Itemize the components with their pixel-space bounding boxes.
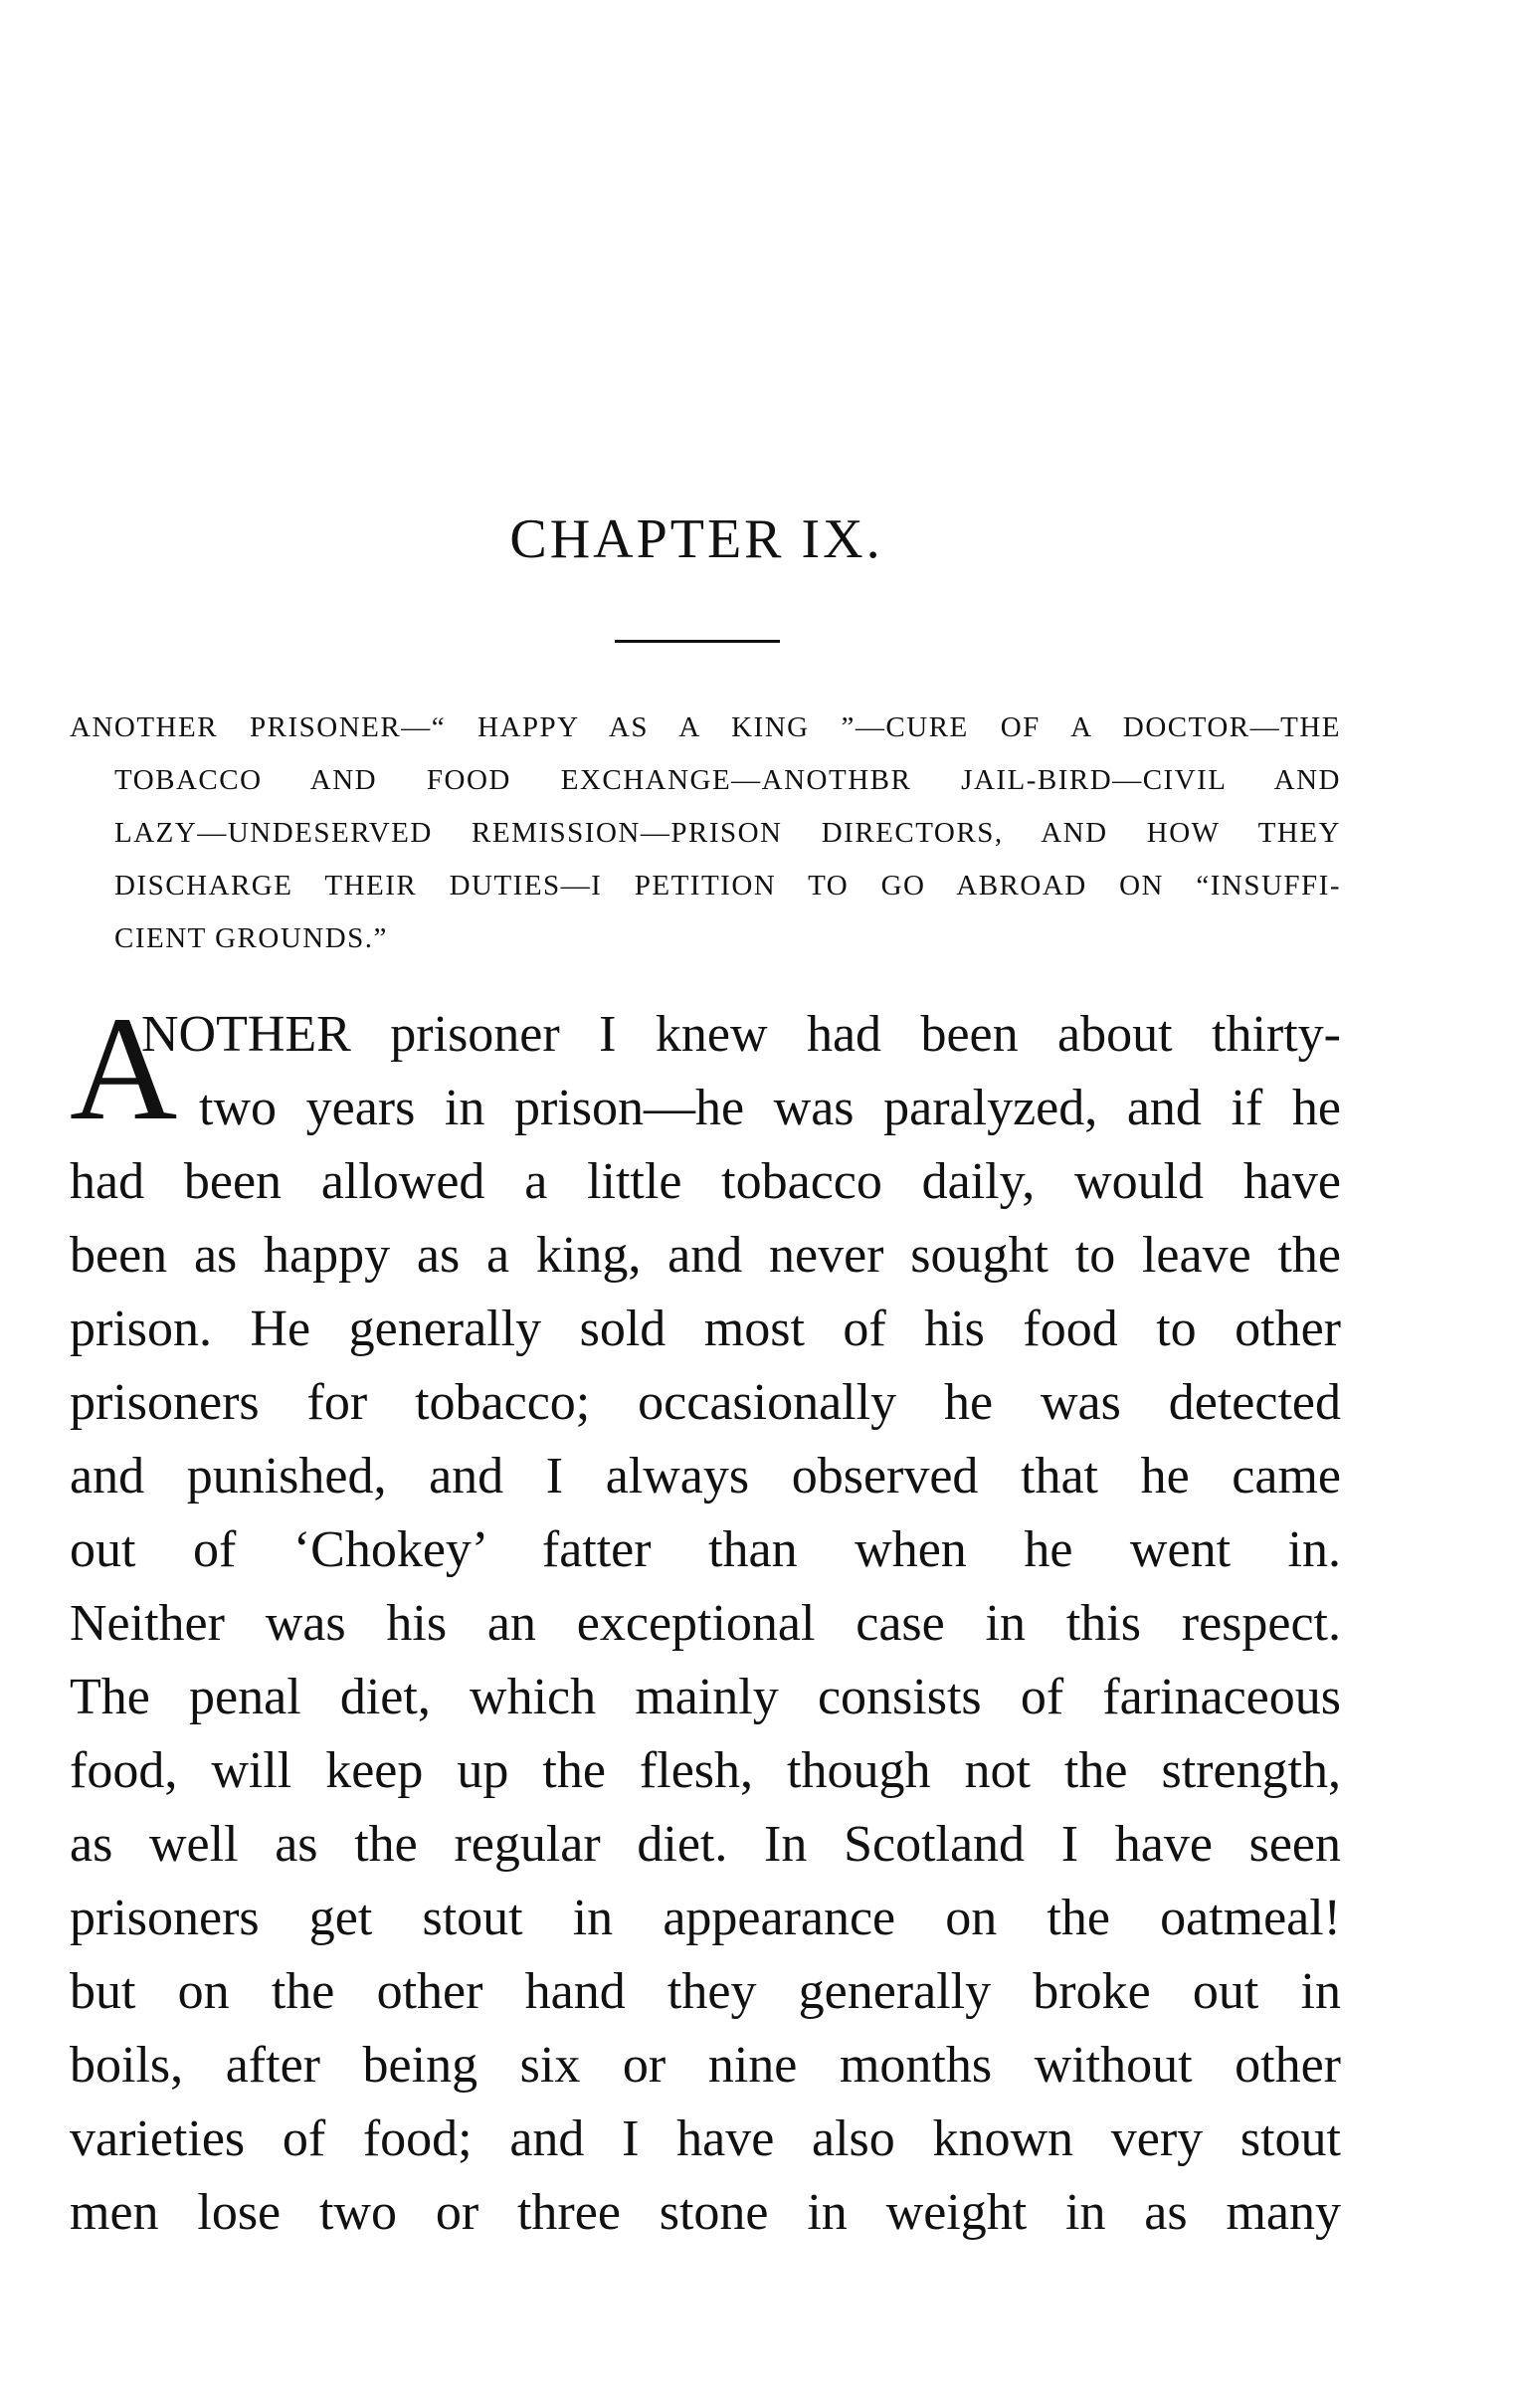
body-line: varieties of food; and I have also known very stout xyxy=(70,2110,1341,2167)
body-line: two years in prison—he was paralyzed, and if he xyxy=(199,1080,1341,1136)
title-rule xyxy=(615,640,780,643)
body-line: food, will keep up the flesh, though not the strength, xyxy=(70,1742,1341,1799)
body-line: The penal diet, which mainly consists of farinaceous xyxy=(70,1669,1341,1725)
body-line: and punished, and I always observed that he came xyxy=(70,1448,1341,1505)
body-line: been as happy as a king, and never sought to leave the xyxy=(70,1227,1341,1284)
body-line: NOTHER prisoner I knew had been about thirty- xyxy=(141,1006,1341,1063)
summary-line: ANOTHER PRISONER—“ HAPPY AS A KING ”—CURE OF A DOCTOR—THE xyxy=(70,711,1341,743)
drop-cap: A xyxy=(70,986,178,1151)
body-line: but on the other hand they generally broke out in xyxy=(70,1963,1341,2020)
summary-line: CIENT GROUNDS.” xyxy=(114,922,388,954)
body-line: out of ‘Chokey’ fatter than when he went in. xyxy=(70,1521,1341,1578)
summary-line: DISCHARGE THEIR DUTIES—I PETITION TO GO ABROAD ON “INSUFFI- xyxy=(114,870,1341,902)
body-line: Neither was his an exceptional case in this respect. xyxy=(70,1595,1341,1652)
body-line: had been allowed a little tobacco daily, would have xyxy=(70,1153,1341,1210)
chapter-title: CHAPTER IX. xyxy=(509,508,883,570)
chapter-summary xyxy=(70,702,1341,965)
body-line: boils, after being six or nine months without other xyxy=(70,2037,1341,2094)
body-line: prisoners get stout in appearance on the oatmeal! xyxy=(70,1890,1341,1946)
body-line: men lose two or three stone in weight in as many xyxy=(70,2184,1341,2241)
body-line: prisoners for tobacco; occasionally he was detected xyxy=(70,1374,1341,1431)
body-line: prison. He generally sold most of his food to other xyxy=(70,1301,1341,1357)
body-text xyxy=(70,986,1341,2250)
body-line: as well as the regular diet. In Scotland I have seen xyxy=(70,1816,1341,1873)
summary-line: LAZY—UNDESERVED REMISSION—PRISON DIRECTORS, AND HOW THEY xyxy=(114,817,1341,849)
summary-line: TOBACCO AND FOOD EXCHANGE—ANOTHBR JAIL-BIRD—CIVIL AND xyxy=(114,764,1341,796)
